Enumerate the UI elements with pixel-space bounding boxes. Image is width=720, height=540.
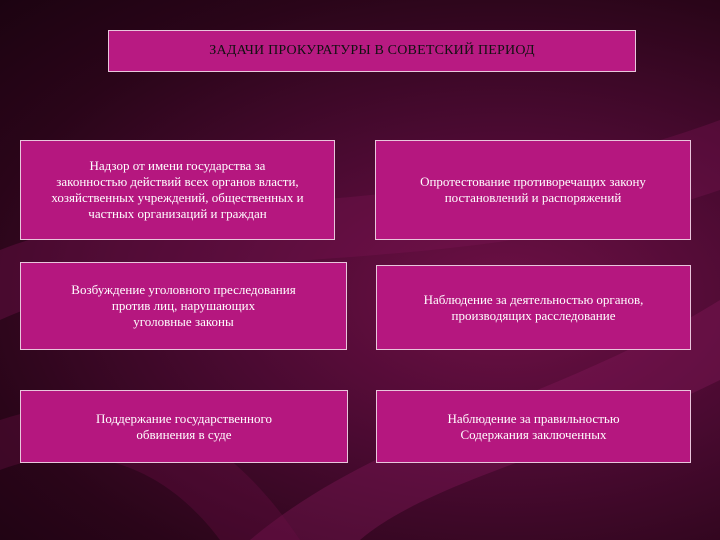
- task-box-protest: [375, 140, 691, 240]
- task-text: Надзор от имени государства за законностью действий всех органов власти, хозяйственных учреждений, общественных и частных организаций и граждан: [51, 158, 304, 221]
- task-text: Возбуждение уголовного преследования против лиц, нарушающих уголовные законы: [71, 282, 296, 329]
- task-box-detention-oversight: [376, 390, 691, 463]
- task-text: Опротестование противоречащих закону постановлений и распоряжений: [420, 174, 646, 205]
- task-text: Наблюдение за деятельностью органов, производящих расследование: [423, 291, 644, 323]
- task-box-prosecution: [20, 262, 347, 350]
- task-text: Поддержание государственного обвинения в суде: [96, 410, 272, 442]
- task-text: Наблюдение за правильностью Содержания заключенных: [447, 410, 620, 442]
- task-box-supervision: [20, 140, 335, 240]
- page-title: [108, 30, 636, 72]
- page-title-text: ЗАДАЧИ ПРОКУРАТУРЫ В СОВЕТСКИЙ ПЕРИОД: [209, 43, 535, 58]
- task-box-investigation-oversight: [376, 265, 691, 350]
- task-box-accusation: [20, 390, 348, 463]
